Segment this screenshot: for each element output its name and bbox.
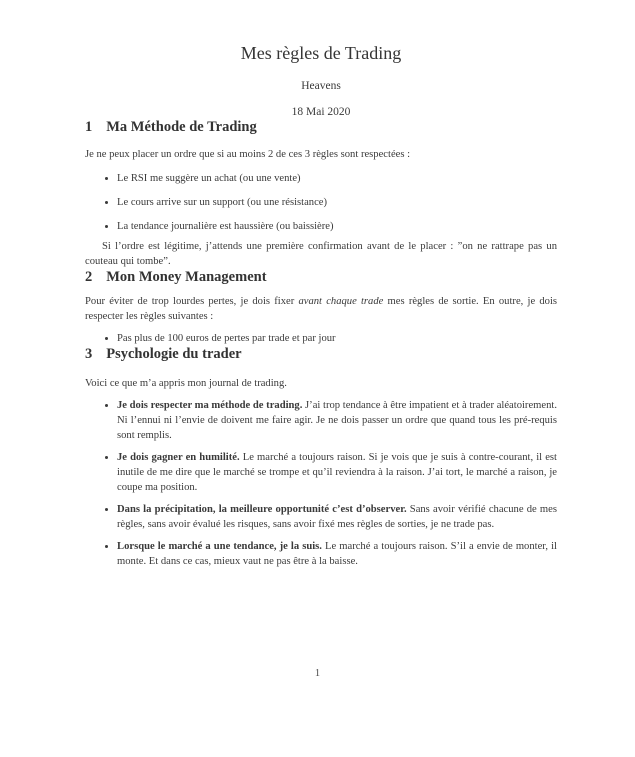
section-3-heading (85, 346, 557, 363)
section-3-title: Psychologie du trader (106, 346, 242, 363)
rule-lead: Dans la précipitation, la meilleure opportunité c’est d’observer. (117, 503, 407, 515)
rule-text: Le marché a toujours raison. Si je vois que je suis à contre-courant, il est inutile de me dire que le marché se trompe et qu’il reviendra à la raison. J’ai tort, le marché a raison, je coupe ma position. (117, 451, 557, 493)
rule-text: J’ai trop tendance à être impatient et à trader aléatoirement. Ni l’ennui ni l’envie de doivent me faire agir. Je ne dois passer un ordre que quand tous les pré-requis sont remplis. (117, 399, 557, 441)
section-3-intro: Voici ce que m’a appris mon journal de trading. (85, 377, 287, 389)
document-author: Heavens (301, 79, 341, 92)
section-2-intro-text: Pour éviter de trop lourdes pertes, je dois fixer (85, 296, 299, 308)
list-item (117, 398, 557, 443)
page-number: 1 (314, 668, 321, 679)
rule-lead: Je dois respecter ma méthode de trading. (117, 399, 303, 411)
list-item (117, 502, 557, 532)
list-item: • Pas plus de 100 euros de pertes par trade et par jour (117, 331, 557, 346)
section-2-rules-list (85, 331, 557, 346)
section-psychologie-du-trader (85, 346, 557, 568)
section-3-rules-list (85, 398, 557, 569)
section-2-intro (85, 294, 557, 324)
section-1-closing-paragraph: Si l’ordre est légitime, j’attends une première confirmation avant de le placer : ”on ne rattrape pas un couteau qui tombe”. (85, 240, 557, 267)
section-2-number: 2 (85, 268, 93, 285)
section-2-intro-italic: avant chaque trade (298, 296, 384, 308)
list-item (117, 450, 557, 495)
section-2-intro-text: mes règles de sortie. En outre, je dois respecter les règles suivantes : (85, 296, 558, 323)
section-2-heading (85, 269, 557, 286)
list-item: • Le RSI me suggère un achat (ou une vente) (117, 171, 557, 186)
section-3-number: 3 (85, 346, 93, 363)
section-1-number: 1 (85, 118, 93, 135)
document-title: Mes règles de Trading (240, 43, 402, 63)
section-1-heading (85, 119, 557, 136)
rule-lead: Lorsque le marché a une tendance, je la suis. (117, 540, 322, 552)
section-methode-de-trading (85, 119, 557, 269)
list-item: • La tendance journalière est haussière (ou baissière) (117, 219, 557, 234)
rule-text: Sans avoir vérifié chacune de mes règles, sans avoir évalué les risques, sans avoir fixé mes règles de sorties, je ne trade pas. (117, 503, 557, 530)
rule-lead: Je dois gagner en humilité. (117, 451, 240, 463)
section-money-management (85, 269, 557, 346)
list-item (117, 539, 557, 569)
section-2-title: Mon Money Management (106, 268, 267, 285)
rule-text: Le marché a toujours raison. S’il a envie de monter, il monte. Et dans ce cas, mieux vaut ne pas être à la baisse. (117, 540, 557, 567)
section-1-title: Ma Méthode de Trading (106, 118, 257, 135)
section-1-intro: Je ne peux placer un ordre que si au moins 2 de ces 3 règles sont respectées : (85, 148, 411, 160)
list-item: • Le cours arrive sur un support (ou une résistance) (117, 195, 557, 210)
document-date: 18 Mai 2020 (291, 105, 351, 118)
document-content (85, 0, 557, 576)
section-1-rules-list (85, 171, 557, 234)
